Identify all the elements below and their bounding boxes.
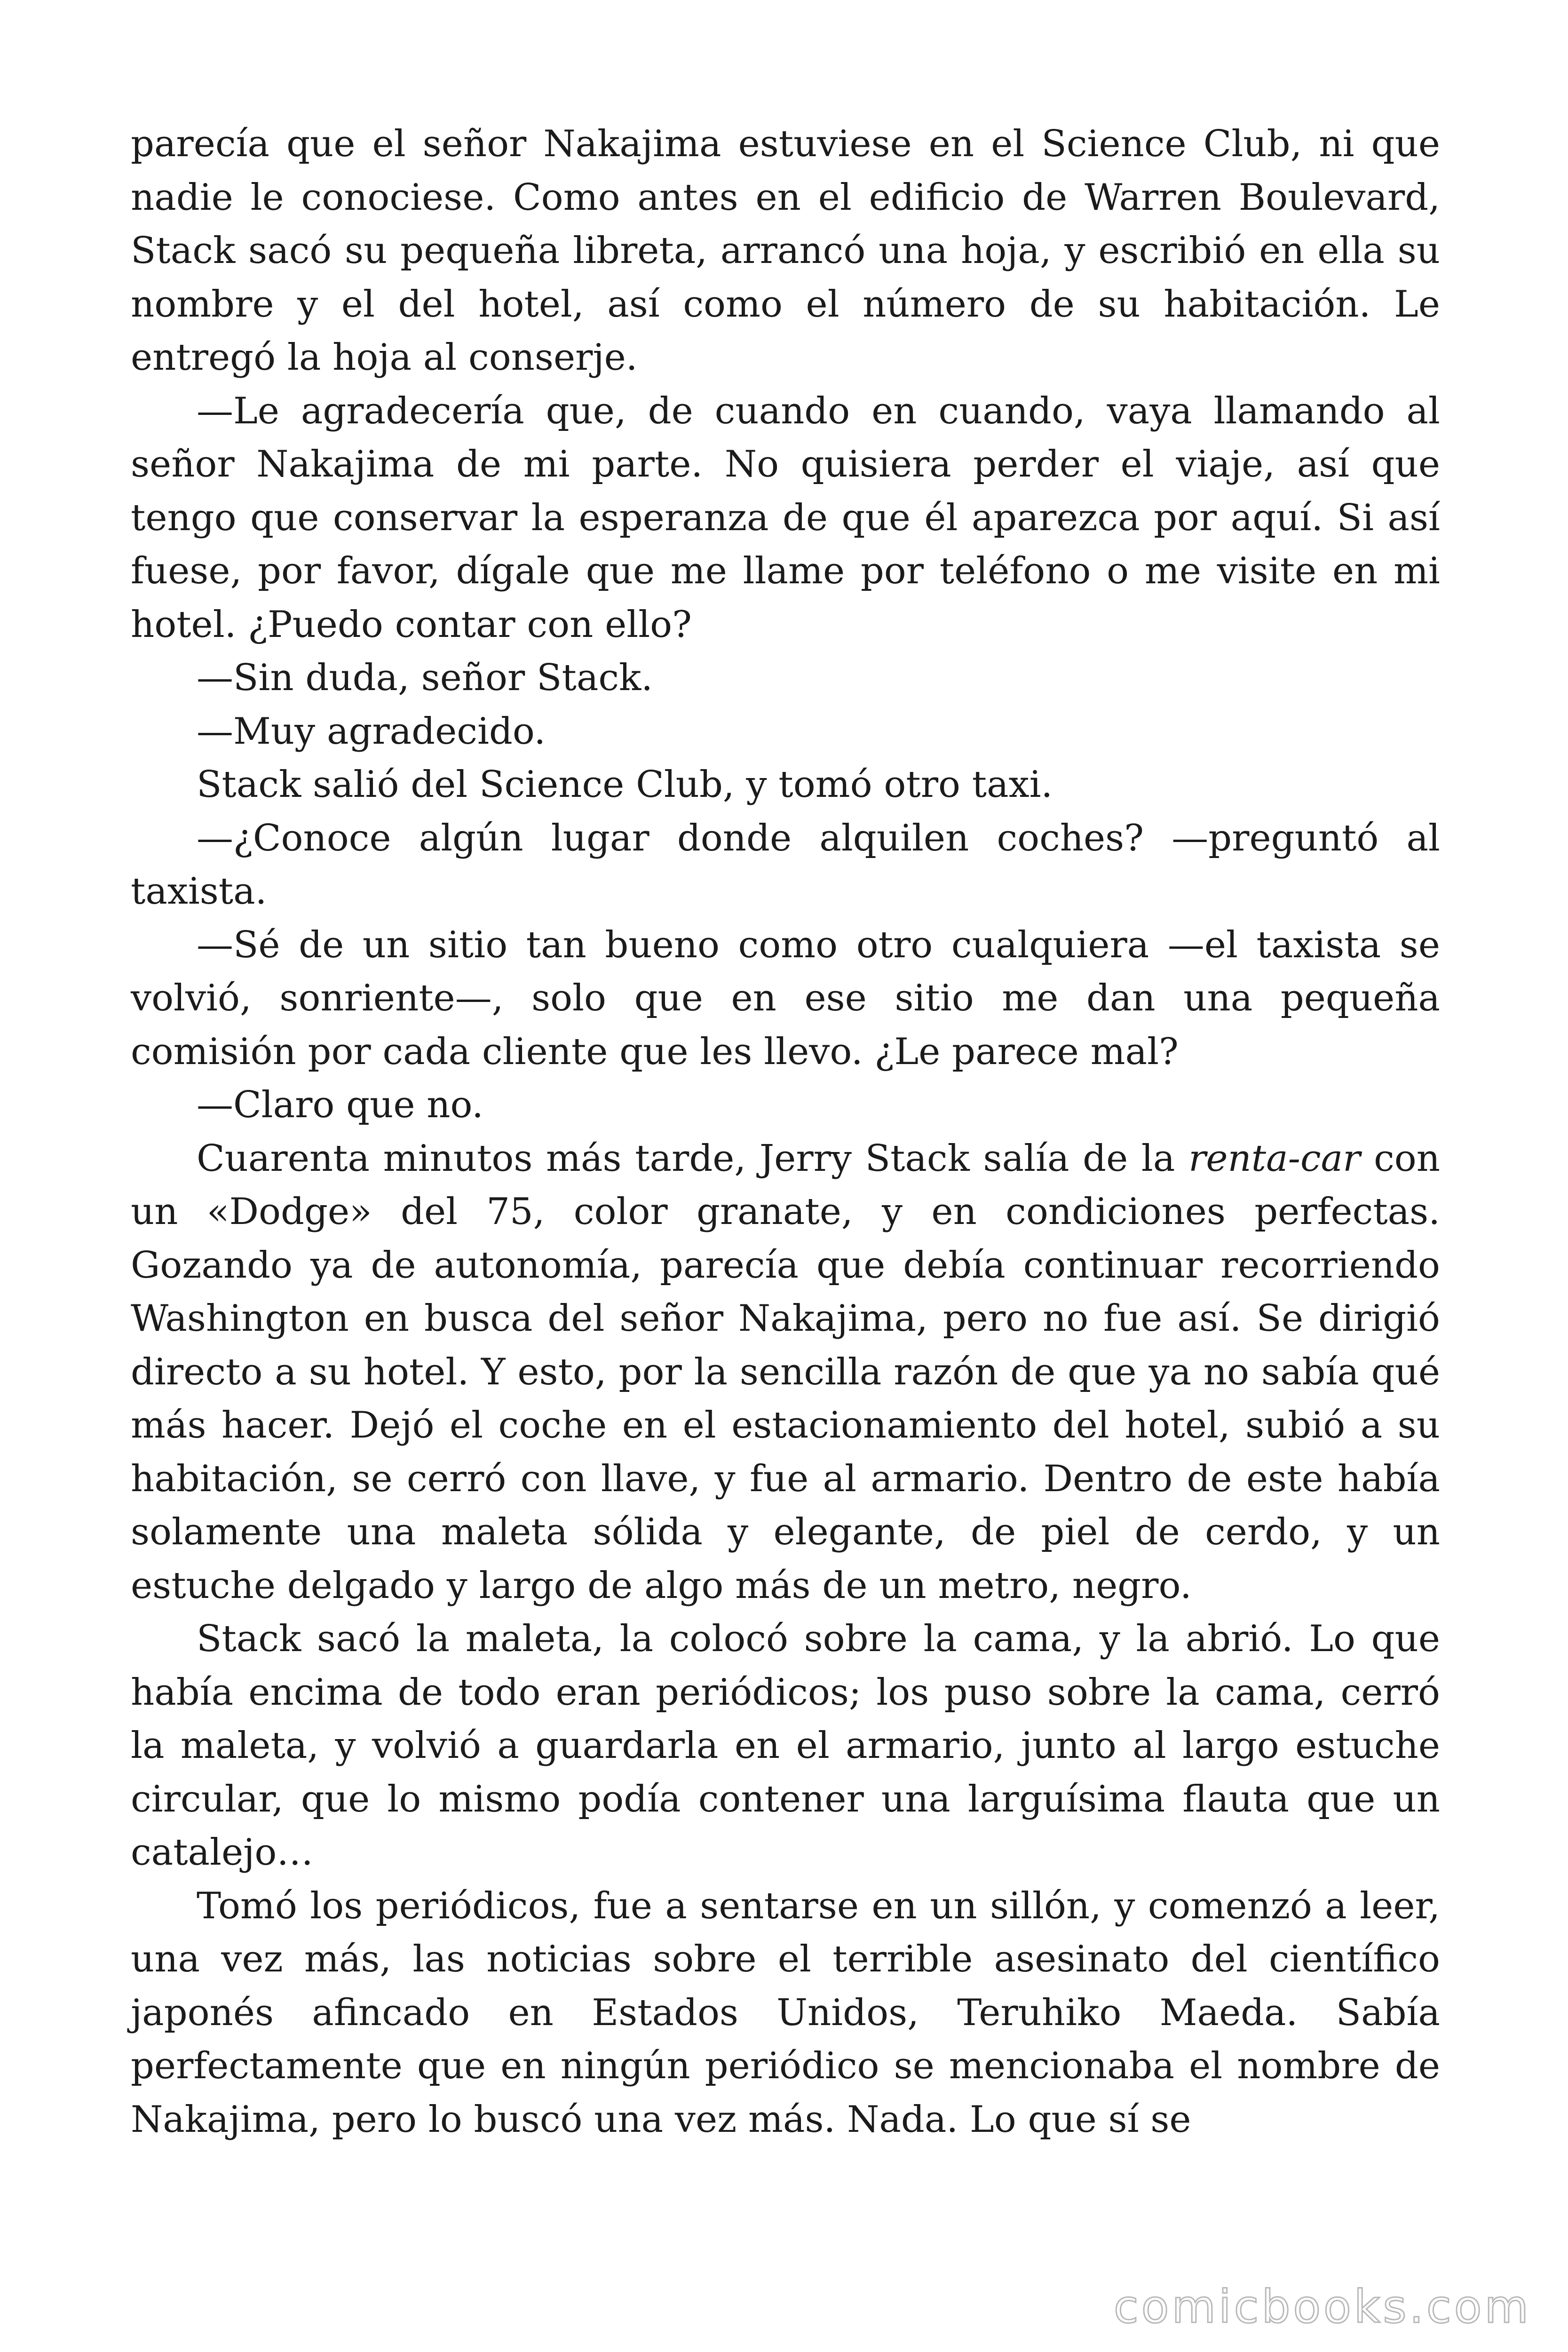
paragraph [131, 1613, 1440, 1880]
watermark: comicbooks.com [1113, 2280, 1531, 2333]
paragraph [131, 118, 1440, 385]
text-segment: parecía que el señor Nakajima estuviese en el Science Club, ni que nadie le conociese. Como antes en el edificio de Warren Boulevard, Stack sacó su pequeña libreta, arrancó una hoja, y escribió en ella su nombre y el del hotel, así como el número de su habitación. Le entregó la hoja al conserje. [131, 123, 1440, 379]
paragraph [131, 705, 1440, 759]
text-segment: Cuarenta minutos más tarde, Jerry Stack salía de la [197, 1137, 1189, 1180]
text-segment: —Sin duda, señor Stack. [197, 657, 653, 699]
text-segment: Stack sacó la maleta, la colocó sobre la cama, y la abrió. Lo que había encima de todo eran periódicos; los puso sobre la cama, cerró la maleta, y volvió a guardarla en el armario, junto al largo estuche circular, que lo mismo podía contener una larguísima flauta que un catalejo… [131, 1618, 1440, 1874]
paragraph [131, 812, 1440, 919]
body-text [131, 118, 1440, 2146]
paragraph [131, 919, 1440, 1079]
paragraph [131, 758, 1440, 812]
paragraph [131, 385, 1440, 652]
text-segment: —Le agradecería que, de cuando en cuando, vaya llamando al señor Nakajima de mi parte. No quisiera perder el viaje, así que tengo que conservar la esperanza de que él aparezca por aquí. Si así fuese, por favor, dígale que me llame por teléfono o me visite en mi hotel. ¿Puedo contar con ello? [131, 389, 1440, 646]
paragraph [131, 1079, 1440, 1132]
italic-text: renta-car [1188, 1137, 1361, 1180]
text-segment: Stack salió del Science Club, y tomó otro taxi. [197, 763, 1053, 806]
paragraph [131, 1880, 1440, 2147]
paragraph [131, 1132, 1440, 1613]
text-segment: —Muy agradecido. [197, 710, 546, 753]
paragraph [131, 652, 1440, 705]
text-segment: —Claro que no. [197, 1084, 483, 1126]
text-segment: Tomó los periódicos, fue a sentarse en un sillón, y comenzó a leer, una vez más, las noticias sobre el terrible asesinato del científico japonés afincado en Estados Unidos, Teruhiko Maeda. Sabía perfectamente que en ningún periódico se mencionaba el nombre de Nakajima, pero lo buscó una vez más. Nada. Lo que sí se [131, 1884, 1440, 2141]
text-segment: —Sé de un sitio tan bueno como otro cualquiera —el taxista se volvió, sonriente—, solo que en ese sitio me dan una pequeña comisión por cada cliente que les llevo. ¿Le parece mal? [131, 923, 1440, 1073]
text-segment: —¿Conoce algún lugar donde alquilen coches? —preguntó al taxista. [131, 817, 1440, 913]
text-segment: con un «Dodge» del 75, color granate, y en condiciones perfectas. Gozando ya de autonomía, parecía que debía continuar recorriendo Washington en busca del señor Nakajima, pero no fue así. Se dirigió directo a su hotel. Y esto, por la sencilla razón de que ya no sabía qué más hacer. Dejó el coche en el estacionamiento del hotel, subió a su habitación, se cerró con llave, y fue al armario. Dentro de este había solamente una maleta sólida y elegante, de piel de cerdo, y un estuche delgado y largo de algo más de un metro, negro. [131, 1137, 1440, 1607]
